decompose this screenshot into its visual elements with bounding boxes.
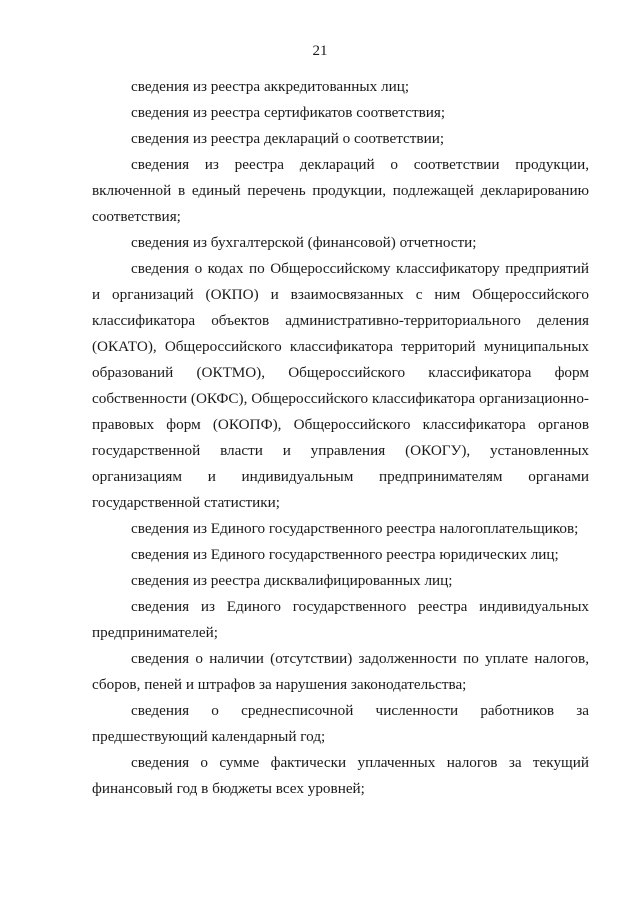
text-line: сведения из бухгалтерской (финансовой) отчетности; — [131, 234, 477, 251]
text-line: предпринимателей; — [92, 624, 218, 641]
paragraph-financial-statements — [92, 230, 589, 256]
paragraph-certificates-registry — [92, 100, 589, 126]
text-line: сведения о сумме фактически уплаченных налогов за текущий — [131, 754, 589, 771]
text-line: соответствия; — [92, 208, 181, 225]
paragraph-accredited-persons — [92, 74, 589, 100]
text-line: государственной власти и управления (ОКОГУ), установленных — [92, 442, 589, 459]
text-line: государственной статистики; — [92, 494, 280, 511]
text-line: классификатора объектов административно-территориального деления — [92, 312, 589, 329]
text-line: и организаций (ОКПО) и взаимосвязанных с ним Общероссийского — [92, 286, 589, 303]
document-body — [92, 74, 589, 802]
text-line: образований (ОКТМО), Общероссийского классификатора форм — [92, 364, 589, 381]
paragraph-tax-debt — [92, 646, 589, 698]
text-line: сведения о среднесписочной численности работников за — [131, 702, 589, 719]
text-line: сведения из Единого государственного реестра индивидуальных — [131, 598, 589, 615]
text-line: сборов, пеней и штрафов за нарушения законодательства; — [92, 676, 467, 693]
paragraph-taxpayers-registry — [92, 516, 589, 542]
text-line: организациям и индивидуальным предпринимателям органами — [92, 468, 589, 485]
text-line: сведения из Единого государственного реестра налогоплательщиков; — [131, 520, 579, 537]
paragraph-taxes-paid — [92, 750, 589, 802]
paragraph-classifier-codes — [92, 256, 589, 516]
text-line: сведения о кодах по Общероссийскому классификатору предприятий — [131, 260, 589, 277]
paragraph-legal-entities-registry — [92, 542, 589, 568]
paragraph-entrepreneurs-registry — [92, 594, 589, 646]
text-line: включенной в единый перечень продукции, подлежащей декларированию — [92, 182, 589, 199]
text-line: сведения из реестра сертификатов соответствия; — [131, 104, 446, 121]
text-line: сведения из реестра дисквалифицированных лиц; — [131, 572, 453, 589]
paragraph-headcount — [92, 698, 589, 750]
text-line: (ОКАТО), Общероссийского классификатора территорий муниципальных — [92, 338, 589, 355]
text-line: сведения из Единого государственного реестра юридических лиц; — [131, 546, 559, 563]
text-line: собственности (ОКФС), Общероссийского классификатора организационно- — [92, 390, 589, 407]
paragraph-disqualified-persons — [92, 568, 589, 594]
paragraph-declarations-registry — [92, 126, 589, 152]
text-line: сведения из реестра деклараций о соответствии; — [131, 130, 445, 147]
text-line: предшествующий календарный год; — [92, 728, 326, 745]
paragraph-product-declarations — [92, 152, 589, 230]
text-line: сведения из реестра деклараций о соответствии продукции, — [131, 156, 589, 173]
text-line: финансовый год в бюджеты всех уровней; — [92, 780, 365, 797]
text-line: сведения о наличии (отсутствии) задолженности по уплате налогов, — [131, 650, 589, 667]
text-line: сведения из реестра аккредитованных лиц; — [131, 78, 410, 95]
page-number: 21 — [312, 43, 328, 59]
text-line: правовых форм (ОКОПФ), Общероссийского классификатора органов — [92, 416, 589, 433]
